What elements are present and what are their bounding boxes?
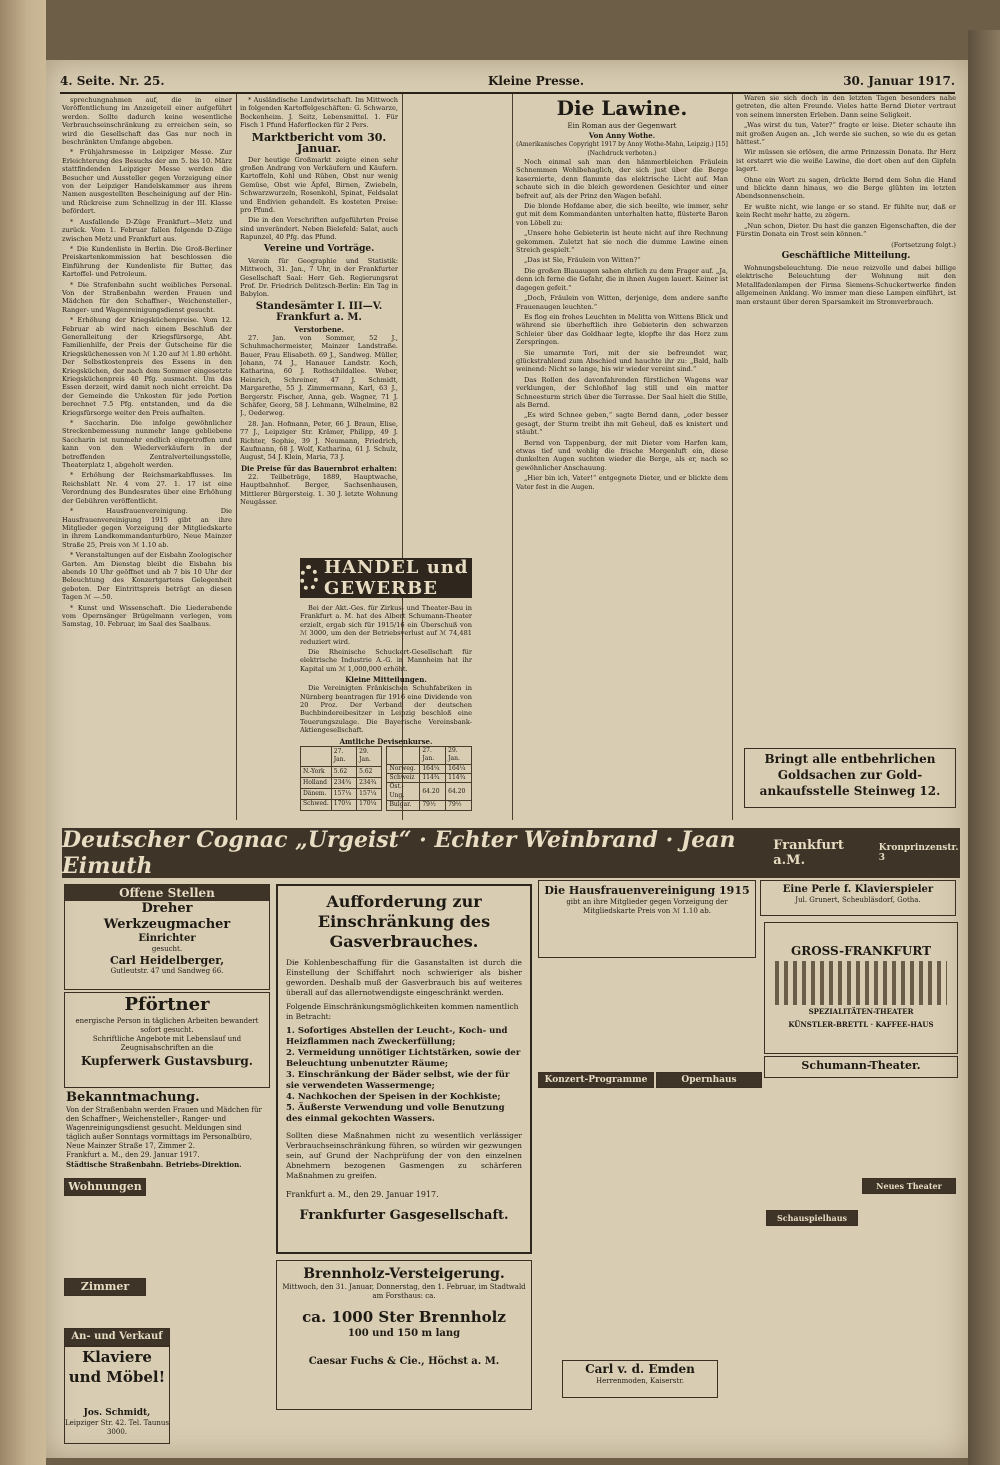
devisen-cell: 164¼ bbox=[446, 764, 472, 773]
continuation-note: (Fortsetzung folgt.) bbox=[891, 240, 956, 249]
handel-gewerbe-label: HANDEL und GEWERBE bbox=[324, 557, 469, 599]
article-paragraph: Die Rheinische Schuckert-Gesellschaft für elektrische Industrie A.-G. in Mannheim hat ihr Kapital um ℳ 1,000,000 erhöht. bbox=[300, 648, 472, 673]
section-ankauf: An- und Verkauf bbox=[64, 1328, 170, 1346]
job-title: Einrichter bbox=[138, 933, 196, 944]
gas-notice-title: Aufforderung zur Einschränkung des Gasverbrauches. bbox=[317, 892, 491, 951]
devisen-cell: 157¼ bbox=[357, 788, 382, 799]
notice-bekanntmachung bbox=[64, 1090, 268, 1174]
devisen-cell: 79½ bbox=[446, 801, 472, 810]
article-paragraph: * Saccharin. Die infolge gewöhnlicher Streckenbemessung nunmehr lange gebliebene Saccharin ist nunmehr endlich eingetroffen und kann von den Wiederverkäufern in der betreffenden Zentralverteilungsstelle, Theaterplatz 1, abgeholt werden. bbox=[62, 419, 232, 470]
job-address: Schriftliche Angebote mit Lebenslauf und Zeugnisabschriften an die bbox=[92, 1035, 242, 1052]
devisen-cell: Bulgar. bbox=[387, 801, 420, 810]
devisen-cell: 29. Jan. bbox=[446, 746, 472, 764]
emden-title: Carl v. d. Emden bbox=[585, 1362, 695, 1376]
article-paragraph: 22. Teilbeträge, 1889, Hauptwache, Hauptbahnhof. Berger, Sachsenhausen, Mittlerer Bürgersteig. 1. 30 J. letzte Wohnung Neugässer. bbox=[240, 472, 398, 507]
ad-headline: Klaviere bbox=[82, 1348, 152, 1366]
article-paragraph: * Erhöhung der Reichsmarkabflusses. Im Reichsblatt Nr. 4 vom 27. 1. 17 ist eine Verordnung des Bundesrates über eine Erhöhung der Gebühren veröffentlicht. bbox=[62, 471, 232, 505]
gold-ad-line: ankaufsstelle Steinweg 12. bbox=[759, 784, 941, 798]
devisen-cell: Holland bbox=[301, 778, 332, 789]
job-title: Werkzeugmacher bbox=[103, 917, 231, 932]
article-paragraph: * Ausländische Landwirtschaft. Im Mittwoch in folgenden Kartoffelgeschäften: G. Schwarze, Bockenheim. J. Seitz, Lebensmittel. 1. Für Fisch 1 Pfund Haferflocken für 2 Pers. bbox=[240, 96, 398, 130]
article-paragraph: sprechungnahmen auf, die in einer Veröffentlichung im Anzeigeteil einer aufgeführt werden. Sollte dadurch keine wesentliche Verbrauchseinschränkung zu erreichen sein, so wird die Gesellschaft das Gas nur noch in beschränkten Umfange abgeben. bbox=[62, 96, 232, 147]
column-business bbox=[300, 604, 472, 820]
devisen-cell: Schwed. bbox=[301, 799, 332, 810]
firewood-auction-ad bbox=[276, 1260, 532, 1410]
small-news-heading: Kleine Mitteilungen. bbox=[345, 675, 427, 685]
gas-notice-item: 2. Vermeidung unnötiger Lichtstärken, sowie der Beleuchtung unbenutzter Räume; bbox=[286, 1048, 521, 1069]
article-paragraph: * Frühjahrsmesse in Leipziger Messe. Zur Erleichterung des Besuchs der am 5. bis 10. März stattfindenden Leipziger Messe werden die Besucher und Aussteller gegen Vorzeigung einer von der Leipziger Handelskammer aus ihrem Namen ausgestellten Bescheinigung auf der Hin- und Rückreise zum Schnellzug in der III. Klasse befördert. bbox=[62, 148, 232, 216]
devisen-cell bbox=[387, 746, 420, 764]
job-title: Pförtner bbox=[124, 994, 210, 1015]
vereine-heading: Vereine und Vorträge. bbox=[263, 243, 375, 254]
notice-date: Frankfurt a. M., den 29. Januar 1917. bbox=[66, 1151, 200, 1159]
standesamt-heading: Standesämter I. III—V. Frankfurt a. M. bbox=[255, 300, 383, 323]
cognac-banner-ad bbox=[62, 828, 960, 878]
emden-sub: Herrenmoden, Kaiserstr. bbox=[596, 1377, 684, 1385]
column-rule bbox=[732, 94, 733, 820]
business-notice-heading: Geschäftliche Mitteilung. bbox=[781, 250, 911, 261]
article-paragraph: Die Vereinigten Fränkischen Schuhfabriken in Nürnberg beantragen für 1916 eine Dividende von 20 Proz. Der Verband der deutschen Buchbindereibesitzer in Leipzig beschloß eine Teuerungszulage. Die Bayerische Vereinsbank-Aktiengesellschaft. bbox=[300, 684, 472, 735]
devisen-cell: 5.62 bbox=[331, 767, 356, 778]
gold-ad-line: Bringt alle entbehrlichen bbox=[764, 752, 936, 766]
article-paragraph: „Das ist Sie, Fräulein von Witten?“ bbox=[524, 256, 641, 265]
article-paragraph: Bei der Akt.-Ges. für Zirkus- und Theater-Bau in Frankfurt a. M. hat des Albert Schumann-Theater erzielt, ergab sich für 1915/16 ein Überschuß von ℳ 3000, um den der Betriebsverlust auf ℳ 74,481 reduziert wird. bbox=[300, 604, 472, 646]
novel-author: Von Anny Wothe. bbox=[588, 131, 656, 140]
devisen-row bbox=[301, 799, 382, 810]
article-paragraph: 27. Jan. von Sommer, 52 J., Schuhmachermeister, Mainzer Landstraße. Bauer, Frau Elisabeth. 69 J., Sandweg. Müller, Johann, 74 J., Hanauer Landstr. Koch, Katharina, 60 J. Rothschildallee. Weber, Heinrich, Schreiner, 47 J. Schmidt, Margarethe, 55 J. Zimmermann, Karl, 63 J., Bergerstr. Fischer, Anna, geb. Wagner, 71 J. Schäfer, Georg, 58 J. Lehmann, Wilhelmine, 82 J., Oederweg. bbox=[240, 333, 398, 418]
schauspielhaus-label: Schauspielhaus bbox=[766, 1210, 858, 1226]
devisen-cell: 5.62 bbox=[357, 767, 382, 778]
notice-title: Bekanntmachung. bbox=[66, 1090, 200, 1105]
article-paragraph: „Nun schon, Dieter. Du hast die ganzen Eigenschaften, die der Fürstin Donata ein Trost sein können.“ bbox=[736, 221, 956, 239]
firewood-amount: ca. 1000 Ster Brennholz bbox=[302, 1308, 506, 1326]
section-zimmer: Zimmer bbox=[64, 1278, 146, 1296]
devisen-cell: 234¾ bbox=[357, 778, 382, 789]
handel-gewerbe-banner bbox=[300, 558, 472, 598]
devisen-cell: 114¾ bbox=[446, 773, 472, 782]
header-masthead: Kleine Presse. bbox=[488, 74, 585, 88]
header-page-number: 4. Seite. Nr. 25. bbox=[60, 74, 165, 88]
notice-sign: Städtische Straßenbahn. Betriebs-Direktion. bbox=[66, 1160, 242, 1169]
article-paragraph: Die blonde Hofdame aber, die sich beeilte, wie immer, sehr gut mit dem Kommandanten unterhalten hatte, flüsterte Baron von Löbell zu: bbox=[516, 202, 728, 227]
cognac-banner-city: Frankfurt a.M. bbox=[773, 838, 844, 868]
job-address: Gutleutstr. 47 und Sandweg 66. bbox=[110, 967, 224, 975]
hausfrauen-text: gibt an ihre Mitglieder gegen Vorzeigung der Mitgliedskarte Preis von ℳ 1.10 ab. bbox=[566, 898, 728, 915]
novel-title: Die Lawine. bbox=[556, 96, 688, 120]
gold-ad-line: Goldsachen zur Gold- bbox=[777, 768, 923, 782]
building-illustration bbox=[775, 961, 947, 1005]
devisen-row bbox=[387, 773, 472, 782]
header-date: 30. Januar 1917. bbox=[843, 74, 955, 88]
section-wohnungen: Wohnungen bbox=[64, 1178, 146, 1196]
hausfrauen-ad bbox=[538, 880, 756, 958]
gear-icon bbox=[300, 565, 318, 591]
ad-headline: und Möbel! bbox=[68, 1368, 166, 1386]
firewood-size: 100 und 150 m lang bbox=[347, 1328, 461, 1339]
devisen-cell: Schweiz bbox=[387, 773, 420, 782]
ad-address: Leipziger Str. 42. Tel. Taunus 3000. bbox=[65, 1419, 169, 1436]
article-paragraph: * Die Strafenbahn sucht weibliches Personal. Von der Straßenbahn werden Frauen und Mädchen für den Schaffner-, Weichensteller-, Ranger- und Wagenreinigungsdienst gesucht. bbox=[62, 280, 232, 314]
job-company: Carl Heidelberger, bbox=[109, 954, 225, 967]
column-local-news bbox=[62, 96, 232, 820]
adjacent-page-edge bbox=[968, 30, 1000, 1465]
article-paragraph: * Hausfrauenvereinigung. Die Hausfrauenvereinigung 1915 gibt an ihre Mitglieder gegen Vorzeigung der Mitgliedskarte in ihrem Landkommandanturbüro, Neue Mainzer Straße 25, Preis von ℳ 1.10 ab. bbox=[62, 507, 232, 549]
article-paragraph: 28. Jan. Hofmann, Peter, 66 J. Braun, Elise, 77 J., Leipziger Str. Krämer, Philipp, 49 J. Richter, Sophie, 39 J. Neumann, Friedrich, Kaufmann, 68 J. Wolf, Katharina, 61 J. Schulz, August, 54 J. Klein, Maria, 73 J. bbox=[240, 419, 398, 462]
gas-notice-item: 3. Einschränkung der Bäder selbst, wie der für sie verwendeten Wassermenge; bbox=[286, 1070, 510, 1091]
theater-cabaret: KÜNSTLER-BRETTL · KAFFEE-HAUS bbox=[788, 1020, 934, 1029]
theater-sub: SPEZIALITÄTEN-THEATER bbox=[808, 1007, 914, 1016]
ad-company: Jos. Schmidt, bbox=[83, 1408, 151, 1418]
article-paragraph: Er wußte nicht, wie lange er so stand. Er fühlte nur, daß er kein Recht mehr hatte, zu zögern. bbox=[736, 202, 956, 220]
firewood-company: Caesar Fuchs & Cie., Höchst a. M. bbox=[308, 1356, 500, 1367]
theater-name: Schumann-Theater. bbox=[801, 1059, 921, 1072]
notice-text: Von der Straßenbahn werden Frauen und Mädchen für den Schaffner-, Weichensteller-, Ranger- und Wagenreinigungsdienst gesucht. Meldungen sind täglich außer Sonntags vormittags im Personalbüro, Neue Mainzer Straße 17, Zimmer 2. bbox=[66, 1106, 262, 1150]
devisen-cell: 157¼ bbox=[331, 788, 356, 799]
article-paragraph: * Erhöhung der Kriegsküchenpreise. Vom 12. Februar ab wird nach einem Beschluß der Generalleitung der Kriegsfürsorge, Abt. Familienhilfe, der Preis der Gutscheine für die Kriegsküchenessen von ℳ 1.20 auf ℳ 1.80 erhöht. Der Selbstkostenpreis des Essens in den Kriegsküchen, der nach dem Sommer eingesetzte Kriegsküchenpreis 40 Pfg. ausmacht. Um das Essen derzeit, wird damit noch nicht erreicht. Da der Gemeinde die Unkosten für jede Portion berechnet 7.5 Pfg. entstanden, und da die Kriegsfürsorge weiter den Preis aufhalten. bbox=[62, 316, 232, 417]
column-rule bbox=[236, 94, 237, 820]
standesamt-subheading: Verstorbene. bbox=[294, 324, 344, 334]
perle-text: Jul. Grunert, Scheubläsdorf, Gotha. bbox=[795, 896, 921, 904]
article-paragraph: Der heutige Großmarkt zeigte einen sehr großen Andrang von Verkäufern und Käufern. Kartoffeln, Kohl und Rüben, Obst nur wenig Gemüse, Obst wie Äpfel, Birnen, Zwiebeln, Schwarzwurzeln, Rosenkohl, Spinat, Feldsalat und Endivien gehandelt. Es kosteten Preise: pro Pfund. bbox=[240, 155, 398, 215]
gas-notice-outro: Sollten diese Maßnahmen nicht zu wesentlich verlässiger Verbrauchseinschränkung führen, so würden wir gezwungen sein, auf Grund der Nachprüfung der von den einzelnen Abnehmern bezogenen Gasmengen zu schärferen Maßnahmen zu greifen. bbox=[286, 1131, 522, 1180]
theater-name: GROSS-FRANKFURT bbox=[790, 944, 932, 958]
cognac-banner-street: Kronprinzenstr. 3 bbox=[878, 843, 959, 863]
perle-title: Eine Perle f. Klavierspieler bbox=[782, 884, 934, 895]
hausfrauen-title: Die Hausfrauenvereinigung 1915 bbox=[544, 884, 750, 897]
bread-heading: Die Preise für das Bauernbrot erhalten: bbox=[240, 463, 398, 473]
article-paragraph: Noch einmal sah man den hämmerbleichen Fräulein Schnemmen Wohlbehaglich, der sich just über die Berge kasernierte, denn flammte das elektrische Licht auf. Man schaute sich in die bleich gewordenen Gesichter und einer befreit auf, als der Prinz den Wagen befahl. bbox=[516, 158, 728, 200]
firewood-title: Brennholz-Versteigerung. bbox=[303, 1266, 505, 1282]
devisen-row bbox=[387, 783, 472, 801]
cognac-banner-text: Deutscher Cognac „Urgeist“ · Echter Weinbrand · Jean Eimuth bbox=[62, 827, 736, 879]
article-paragraph: „Unsere hohe Gebieterin ist heute nicht auf ihre Rechnung gekommen. Zuletzt hat sie noch die dumme Lawine einen Streich gespielt.“ bbox=[516, 229, 728, 255]
job-ad-dreher bbox=[64, 884, 270, 990]
article-paragraph: Verein für Geographie und Statistik: Mittwoch, 31. Jan., 7 Uhr, in der Frankfurter Gesellschaft Saal: Herr Geh. Regierungsrat Prof. Dr. Friedrich Delitzsch-Berlin: Ein Tag in Babylon. bbox=[240, 256, 398, 299]
page-header bbox=[60, 70, 955, 94]
gas-notice-date: Frankfurt a. M., den 29. Januar 1917. bbox=[286, 1190, 439, 1199]
article-paragraph: * Veranstaltungen auf der Eisbahn Zoologischer Garten. Am Dienstag bleibt die Eisbahn bis abends 10 Uhr geöffnet und ab 7 bis 10 Uhr der Beleuchtung des Konzertgartens Gelegenheit geboten. Der Eintrittspreis beträgt an diesen Tagen ℳ —.50. bbox=[62, 551, 232, 602]
devisen-row bbox=[301, 788, 382, 799]
job-title: Dreher bbox=[141, 901, 193, 916]
devisen-table bbox=[300, 746, 382, 811]
gas-notice-item: 5. Äußerste Verwendung und volle Benutzung des einmal gekochten Wassers. bbox=[286, 1103, 505, 1124]
article-paragraph: Bernd von Tappenburg, der mit Dieter vom Harfen kam, etwas tief und wohlig die frische Morgenluft ein, diese dunkelten Augen suchten wieder die Berge, als er, nach so gewöhnlicher Anschauung. bbox=[516, 438, 728, 472]
article-paragraph: „Was wirst du tun, Vater?“ fragte er leise. Dieter schaute ihn mit großen Augen an. „Ich werde sie suchen, so wie du es getan hättest.“ bbox=[736, 121, 956, 147]
devisen-cell: Öst.-Ung. bbox=[387, 783, 420, 801]
article-paragraph: „Doch, Fräulein von Witten, derjenige, dem andere sanfte Frauenaugen leuchten.“ bbox=[516, 294, 728, 311]
job-company: Kupferwerk Gustavsburg. bbox=[81, 1054, 253, 1068]
devisen-cell: 234¾ bbox=[331, 778, 356, 789]
neues-theater-label: Neues Theater bbox=[862, 1178, 956, 1194]
devisen-cell: 64.20 bbox=[446, 783, 472, 801]
article-paragraph: „Es wird Schnee geben,“ sagte Bernd dann, „oder besser gesagt, der Sturm treibt ihn mit Geheul, daß es knistert und stäubt.“ bbox=[516, 411, 728, 437]
devisen-row bbox=[301, 778, 382, 789]
article-paragraph: Es flog ein frohes Leuchten in Melitta von Wittens Blick und während sie überheftlich ihre Gebieterin den schwarzen Schleier über das Goldhaar legte, klopfte ihr das Herz zum Zerspringen. bbox=[516, 312, 728, 347]
emden-ad bbox=[562, 1360, 718, 1398]
article-paragraph: Sie umarmte Tori, mit der sie befreundet war, glückstrahlend zum Abschied und hauchte ihr zu: „Bald, halb weinend: Nicht so lange, bis wir wieder vereint sind.“ bbox=[516, 348, 728, 374]
article-paragraph: Die großen Blauaugen sahen ehrlich zu dem Frager auf. „Ja, denn ich ferne die Gefahr, die in ihnen Augen lauert. Keiner ist dagegen gefeit.“ bbox=[516, 266, 728, 292]
gas-notice-item: 4. Nachkochen der Speisen in der Kochkiste; bbox=[286, 1092, 501, 1102]
gas-notice-list-intro: Folgende Einschränkungsmöglichkeiten kommen namentlich in Betracht: bbox=[286, 1002, 519, 1021]
devisen-cell: Norweg. bbox=[387, 764, 420, 773]
gas-notice-intro: Die Kohlenbeschaffung für die Gasanstalten ist durch die Einstellung der Schiffahrt noch schwieriger als bisher geworden. Deshalb muß der Gasverbrauch bis auf weiteres überall auf das allernotwendigste eingeschränkt werden. bbox=[286, 958, 522, 997]
article-paragraph: * Die Kundenliste in Berlin. Die Groß-Berliner Preiskartenkommission hat beschlossen die Einführung der Kundenliste für Butter, das Kartoffel- und Petroleum. bbox=[62, 244, 232, 279]
devisen-cell: 170¼ bbox=[357, 799, 382, 810]
gold-purchase-ad bbox=[744, 748, 956, 808]
devisen-cell: 27. Jan. bbox=[331, 746, 356, 767]
gas-notice-ad bbox=[276, 884, 532, 1254]
devisen-cell: Dänem. bbox=[301, 788, 332, 799]
article-paragraph: * Ausfallende D-Züge Frankfurt—Metz und zurück. Vom 1. Februar fallen folgende D-Züge zwischen Metz und Frankfurt aus. bbox=[62, 217, 232, 243]
devisen-cell: 79½ bbox=[420, 801, 446, 810]
devisen-cell: 170¼ bbox=[331, 799, 356, 810]
firewood-text: Mittwoch, den 31. Januar, Donnerstag, den 1. Februar, im Stadtwald am Forsthaus: ca. bbox=[282, 1283, 526, 1300]
piano-furniture-ad bbox=[64, 1346, 170, 1444]
column-novel-continued bbox=[736, 94, 956, 740]
column-rule bbox=[512, 94, 513, 820]
devisen-row bbox=[301, 746, 382, 767]
opernhaus-label: Opernhaus bbox=[656, 1072, 762, 1088]
article-paragraph: Die in den Vorschriften aufgeführten Preise sind unverändert. Neben Bielefeld: Salat, auch Rapunzel, 40 Pfg. das Pfund. bbox=[240, 216, 398, 242]
novel-copyright: (Amerikanisches Copyright 1917 by Anny Wothe-Mahn, Leipzig.) [15] (Nachdruck verboten.) bbox=[516, 141, 728, 157]
piano-pearl-ad bbox=[760, 880, 956, 916]
devisen-row bbox=[387, 746, 472, 764]
binding-spine bbox=[0, 0, 46, 1465]
article-paragraph: Ohne ein Wort zu sagen, drückte Bernd dem Sohn die Hand und blickte dann hinaus, wo die Berge glühten im letzten Abendsonnenschein. bbox=[736, 175, 956, 201]
article-paragraph: Waren sie sich doch in den letzten Tagen besonders nahe getreten, die alten Freunde. Vieles hatte Bernd Dieter vertraut von seinem innersten Erleben. Dann seine Seligkeit. bbox=[736, 94, 956, 119]
article-paragraph: * Kunst und Wissenschaft. Die Liederabende vom Opernsänger Brügelmann verlegen, vom Samstag, 10. Februar, im Saal des Saalbaus. bbox=[62, 603, 232, 629]
novel-subtitle: Ein Roman aus der Gegenwart bbox=[567, 122, 677, 130]
market-report-heading: Marktbericht vom 30. Januar. bbox=[251, 130, 387, 155]
devisen-cell: 29. Jan. bbox=[357, 746, 382, 767]
devisen-table bbox=[386, 746, 472, 811]
devisen-heading: Amtliche Devisenkurse. bbox=[339, 736, 433, 746]
devisen-row bbox=[387, 764, 472, 773]
devisen-cell: 27. Jan. bbox=[420, 746, 446, 764]
column-serial-novel bbox=[516, 94, 728, 820]
gas-notice-item: 1. Sofortiges Abstellen der Leucht-, Koch- und Heizflammen nach Zweckerfüllung; bbox=[286, 1026, 508, 1047]
job-status: gesucht. bbox=[151, 945, 183, 953]
article-paragraph: „Hier bin ich, Vater!“ entgegnete Dieter, und er blickte dem Vater fest in die Augen. bbox=[516, 474, 728, 491]
job-description: energische Person in täglichen Arbeiten bewandert sofort gesucht. bbox=[75, 1017, 259, 1034]
article-paragraph: Wohnungsbeleuchtung. Die neue reizvolle und dabei billige elektrische Beleuchtung der Wohnung mit den Metallfadenlampen der Firma Siemens-Schuckertwerke finden allgemeinen Anklang. Wo immer man diese Lampen einführt, ist man erstaunt über deren Sparsamkeit im Stromverbrauch. bbox=[736, 263, 956, 306]
concert-programs-label: Konzert-Programme bbox=[538, 1072, 654, 1088]
devisen-cell bbox=[301, 746, 332, 767]
devisen-cell: N.-York bbox=[301, 767, 332, 778]
article-paragraph: Das Rollen des davonfahrenden fürstlichen Wagens war verklungen, der Schloßhof lag still und ein matter Schneesturm strich über die Terrasse. Der Saal hielt die Stille, als Bernd. bbox=[516, 375, 728, 409]
devisen-cell: 164¼ bbox=[420, 764, 446, 773]
devisen-row bbox=[301, 767, 382, 778]
job-ad-pfoertner bbox=[64, 992, 270, 1088]
job-section-label: Offene Stellen bbox=[65, 885, 269, 901]
devisen-cell: 114¾ bbox=[420, 773, 446, 782]
devisen-cell: 64.20 bbox=[420, 783, 446, 801]
gas-notice-sign: Frankfurter Gasgesellschaft. bbox=[299, 1208, 509, 1223]
article-paragraph: Wir müssen sie erlösen, die arme Prinzessin Donata. Ihr Herz ist erstarrt wie die weiße Lawine, die dort oben auf den Gipfeln lagert. bbox=[736, 148, 956, 174]
gross-frankfurt-ad bbox=[764, 922, 958, 1054]
devisen-row bbox=[387, 801, 472, 810]
schumann-theater-ad bbox=[764, 1056, 958, 1078]
